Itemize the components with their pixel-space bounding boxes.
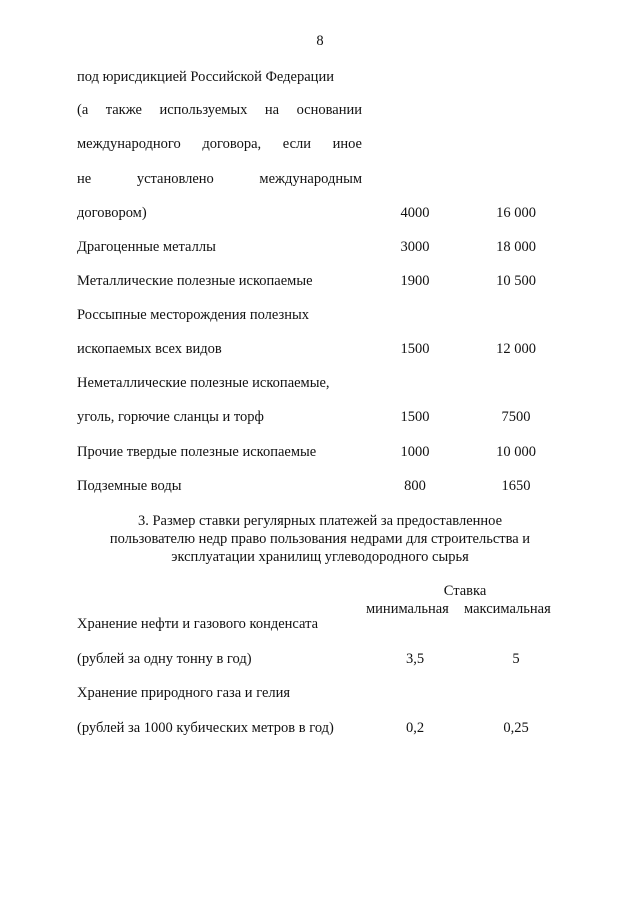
word: (а: [77, 102, 89, 118]
storage-row-1-name: Хранение природного газа и гелия: [77, 685, 291, 701]
row-0-min: 4000: [400, 205, 430, 221]
row-1-label: Драгоценные металлы: [77, 239, 216, 255]
row-3-line-0: Россыпные месторождения полезных: [77, 307, 309, 323]
row-2-max: 10 500: [496, 273, 536, 289]
rate-header: Ставка: [443, 583, 487, 599]
row-1-min: 3000: [400, 239, 430, 255]
row-0-line-3: [77, 170, 362, 188]
section-3-heading-line-0: 3. Размер ставки регулярных платежей за предоставленное: [137, 513, 503, 529]
row-0-max: 16 000: [496, 205, 536, 221]
row-4-max: 7500: [501, 409, 531, 425]
row-5-min: 1000: [400, 444, 430, 460]
word: используемых: [159, 102, 248, 118]
row-4-min: 1500: [400, 409, 430, 425]
col-min-header: минимальная: [366, 601, 449, 617]
row-3-max: 12 000: [496, 341, 536, 357]
storage-row-0-min: 3,5: [405, 651, 425, 667]
storage-row-1-unit: (рублей за 1000 кубических метров в год): [77, 720, 334, 736]
word: основании: [296, 102, 362, 118]
word: иное: [332, 136, 362, 152]
page-number: 8: [316, 33, 324, 49]
row-2-min: 1900: [400, 273, 430, 289]
storage-row-0-unit: (рублей за одну тонну в год): [77, 651, 252, 667]
row-5-label: Прочие твердые полезные ископаемые: [77, 444, 317, 460]
word: не: [77, 171, 92, 187]
row-0-line-2: [77, 135, 362, 153]
word: международного: [77, 136, 181, 152]
col-max-header: максимальная: [464, 601, 551, 617]
word: на: [264, 102, 280, 118]
row-3-min: 1500: [400, 341, 430, 357]
section-3-heading-line-2: эксплуатации хранилищ углеводородного сырья: [171, 549, 469, 565]
section-3-heading-line-1: пользователю недр право пользования недрами для строительства и: [109, 531, 531, 547]
row-4-line-1: уголь, горючие сланцы и торф: [77, 409, 264, 425]
row-6-label: Подземные воды: [77, 478, 182, 494]
storage-row-0-name: Хранение нефти и газового конденсата: [77, 616, 319, 632]
row-6-min: 800: [404, 478, 426, 494]
storage-row-1-max: 0,25: [503, 720, 529, 736]
word: установлено: [136, 171, 214, 187]
storage-row-1-min: 0,2: [405, 720, 425, 736]
row-5-max: 10 000: [496, 444, 536, 460]
row-0-line-4: договором): [77, 205, 147, 221]
word: также: [105, 102, 142, 118]
row-4-line-0: Неметаллические полезные ископаемые,: [77, 375, 330, 391]
row-3-line-1: ископаемых всех видов: [77, 341, 222, 357]
row-1-max: 18 000: [496, 239, 536, 255]
storage-row-0-max: 5: [512, 651, 520, 667]
row-6-max: 1650: [501, 478, 531, 494]
row-2-label: Металлические полезные ископаемые: [77, 273, 313, 289]
word: если: [282, 136, 311, 152]
word: договора,: [202, 136, 262, 152]
row-0-line-1: [77, 101, 362, 119]
word: международным: [259, 171, 362, 187]
row-0-line-0: под юрисдикцией Российской Федерации: [77, 69, 334, 85]
